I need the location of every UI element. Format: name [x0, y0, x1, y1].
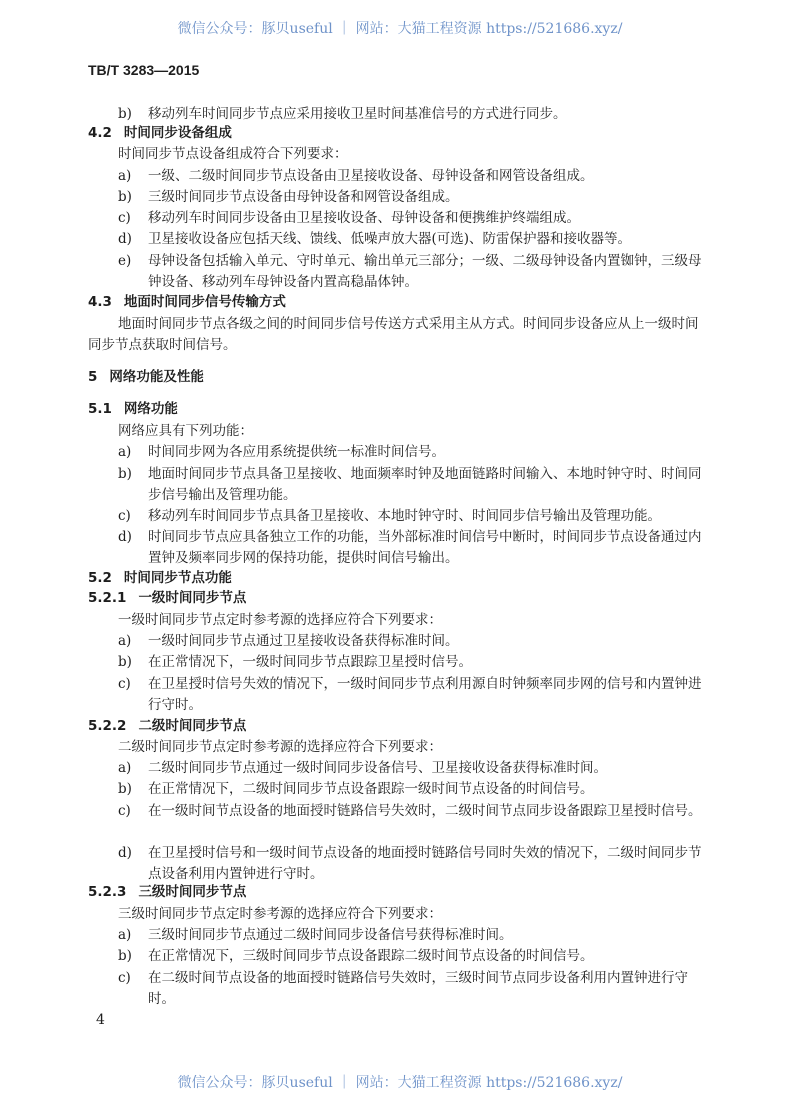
- item-text: 三级时间同步节点通过二级时间同步设备信号获得标准时间。: [148, 927, 513, 943]
- item-label: b): [118, 654, 132, 670]
- section-intro: 三级时间同步节点定时参考源的选择应符合下列要求：: [118, 906, 442, 922]
- section-title: 时间同步设备组成: [123, 125, 232, 141]
- section-intro: 网络应具有下列功能：: [118, 423, 253, 439]
- item-label: a): [118, 760, 132, 776]
- item-label: c): [118, 508, 131, 524]
- list-item: [118, 674, 708, 716]
- list-item: [118, 208, 708, 229]
- section-number: 5.2.1: [88, 590, 127, 606]
- list-item: [118, 464, 708, 506]
- section-number: 5.2: [88, 570, 112, 586]
- list-item: [118, 229, 708, 250]
- list-item: [118, 968, 708, 1010]
- item-label: b): [118, 948, 132, 964]
- section-heading-5-2: [88, 568, 232, 589]
- section-number: 4.3: [88, 294, 112, 310]
- section-title: 地面时间同步信号传输方式: [123, 294, 286, 310]
- section-heading-5-2-3: [88, 882, 246, 903]
- item-text: 移动列车时间同步节点应采用接收卫星时间基准信号的方式进行同步。: [148, 106, 567, 122]
- list-item: [118, 779, 708, 800]
- list-item: [118, 442, 708, 463]
- item-text: 在卫星授时信号和一级时间节点设备的地面授时链路信号同时失效的情况下，二级时间同步节点设备利用内置钟进行守时。: [148, 845, 702, 882]
- item-text: 卫星接收设备应包括天线、馈线、低噪声放大器(可选)、防雷保护器和接收器等。: [148, 231, 632, 247]
- section-title: 一级时间同步节点: [138, 590, 247, 606]
- list-item: [118, 527, 708, 569]
- section-heading-5: [88, 367, 204, 388]
- item-text: 一级、二级时间同步节点设备由卫星接收设备、母钟设备和网管设备组成。: [148, 168, 594, 184]
- list-item: [118, 758, 708, 779]
- list-item: [118, 187, 708, 208]
- item-text: 在正常情况下，一级时间同步节点跟踪卫星授时信号。: [148, 654, 472, 670]
- item-label: b): [118, 466, 132, 482]
- item-text: 二级时间同步节点通过一级时间同步设备信号、卫星接收设备获得标准时间。: [148, 760, 607, 776]
- section-number: 4.2: [88, 125, 112, 141]
- section-number: 5: [88, 369, 98, 385]
- item-label: c): [118, 803, 131, 819]
- section-title: 二级时间同步节点: [138, 718, 247, 734]
- list-item: [118, 801, 708, 822]
- page-number: 4: [96, 1012, 105, 1028]
- section-paragraph: 地面时间同步节点各级之间的时间同步信号传送方式采用主从方式。时间同步设备应从上一级时间同步节点获取时间信号。: [88, 316, 699, 353]
- list-item: [118, 631, 708, 652]
- item-label: a): [118, 168, 132, 184]
- item-label: d): [118, 231, 132, 247]
- item-label: c): [118, 676, 131, 692]
- item-label: d): [118, 529, 132, 545]
- item-label: b): [118, 781, 132, 797]
- list-item: [118, 946, 708, 967]
- section-title: 网络功能及性能: [109, 369, 204, 385]
- item-text: 地面时间同步节点具备卫星接收、地面频率时钟及地面链路时间输入、本地时钟守时、时间同步信号输出及管理功能。: [148, 466, 702, 503]
- item-text: 在二级时间节点设备的地面授时链路信号失效时，三级时间节点同步设备利用内置钟进行守时。: [148, 970, 688, 1007]
- section-intro: 时间同步节点设备组成符合下列要求：: [118, 146, 348, 162]
- watermark-top: 微信公众号：豚贝useful ｜ 网站：大猫工程资源 https://521686.xyz/: [177, 21, 623, 37]
- item-label: b): [118, 189, 132, 205]
- item-text: 移动列车时间同步节点具备卫星接收、本地时钟守时、时间同步信号输出及管理功能。: [148, 508, 661, 524]
- item-text: 移动列车时间同步设备由卫星接收设备、母钟设备和便携维护终端组成。: [148, 210, 580, 226]
- item-text: 在卫星授时信号失效的情况下，一级时间同步节点利用源自时钟频率同步网的信号和内置钟进行守时。: [148, 676, 702, 713]
- list-item: [118, 925, 708, 946]
- section-number: 5.2.2: [88, 718, 127, 734]
- section-intro: 一级时间同步节点定时参考源的选择应符合下列要求：: [118, 612, 442, 628]
- item-label: a): [118, 633, 132, 649]
- section-number: 5.2.3: [88, 884, 127, 900]
- item-label: a): [118, 444, 132, 460]
- standard-code: TB/T 3283—2015: [88, 62, 200, 78]
- section-intro: 二级时间同步节点定时参考源的选择应符合下列要求：: [118, 739, 442, 755]
- item-label: c): [118, 210, 131, 226]
- section-heading-5-1: [88, 399, 178, 420]
- list-item: [118, 104, 708, 125]
- list-item: [118, 506, 708, 527]
- item-label: e): [118, 253, 132, 269]
- list-item: [118, 166, 708, 187]
- watermark-bottom: 微信公众号：豚贝useful ｜ 网站：大猫工程资源 https://521686.xyz/: [177, 1075, 623, 1091]
- item-text: 三级时间同步节点设备由母钟设备和网管设备组成。: [148, 189, 459, 205]
- section-heading-5-2-1: [88, 588, 246, 609]
- list-item: [118, 652, 708, 673]
- item-label: b): [118, 106, 132, 122]
- list-item: [118, 843, 708, 885]
- section-heading-5-2-2: [88, 716, 246, 737]
- section-number: 5.1: [88, 401, 112, 417]
- item-text: 在正常情况下，二级时间同步节点设备跟踪一级时间节点设备的时间信号。: [148, 781, 594, 797]
- section-heading-4-2: [88, 123, 232, 144]
- item-label: a): [118, 927, 132, 943]
- item-label: c): [118, 970, 131, 986]
- item-text: 在一级时间节点设备的地面授时链路信号失效时，二级时间节点同步设备跟踪卫星授时信号。: [148, 803, 702, 819]
- item-text: 时间同步网为各应用系统提供统一标准时间信号。: [148, 444, 445, 460]
- item-text: 在正常情况下，三级时间同步节点设备跟踪二级时间节点设备的时间信号。: [148, 948, 594, 964]
- item-label: d): [118, 845, 132, 861]
- list-item: [118, 251, 708, 293]
- section-title: 三级时间同步节点: [138, 884, 247, 900]
- item-text: 一级时间同步节点通过卫星接收设备获得标准时间。: [148, 633, 459, 649]
- item-text: 母钟设备包括输入单元、守时单元、输出单元三部分；一级、二级母钟设备内置铷钟，三级母钟设备、移动列车母钟设备内置高稳晶体钟。: [148, 253, 702, 290]
- section-title: 时间同步节点功能: [123, 570, 232, 586]
- section-heading-4-3: [88, 292, 286, 313]
- item-text: 时间同步节点应具备独立工作的功能，当外部标准时间信号中断时，时间同步节点设备通过内置钟及频率同步网的保持功能，提供时间信号输出。: [148, 529, 702, 566]
- section-title: 网络功能: [123, 401, 178, 417]
